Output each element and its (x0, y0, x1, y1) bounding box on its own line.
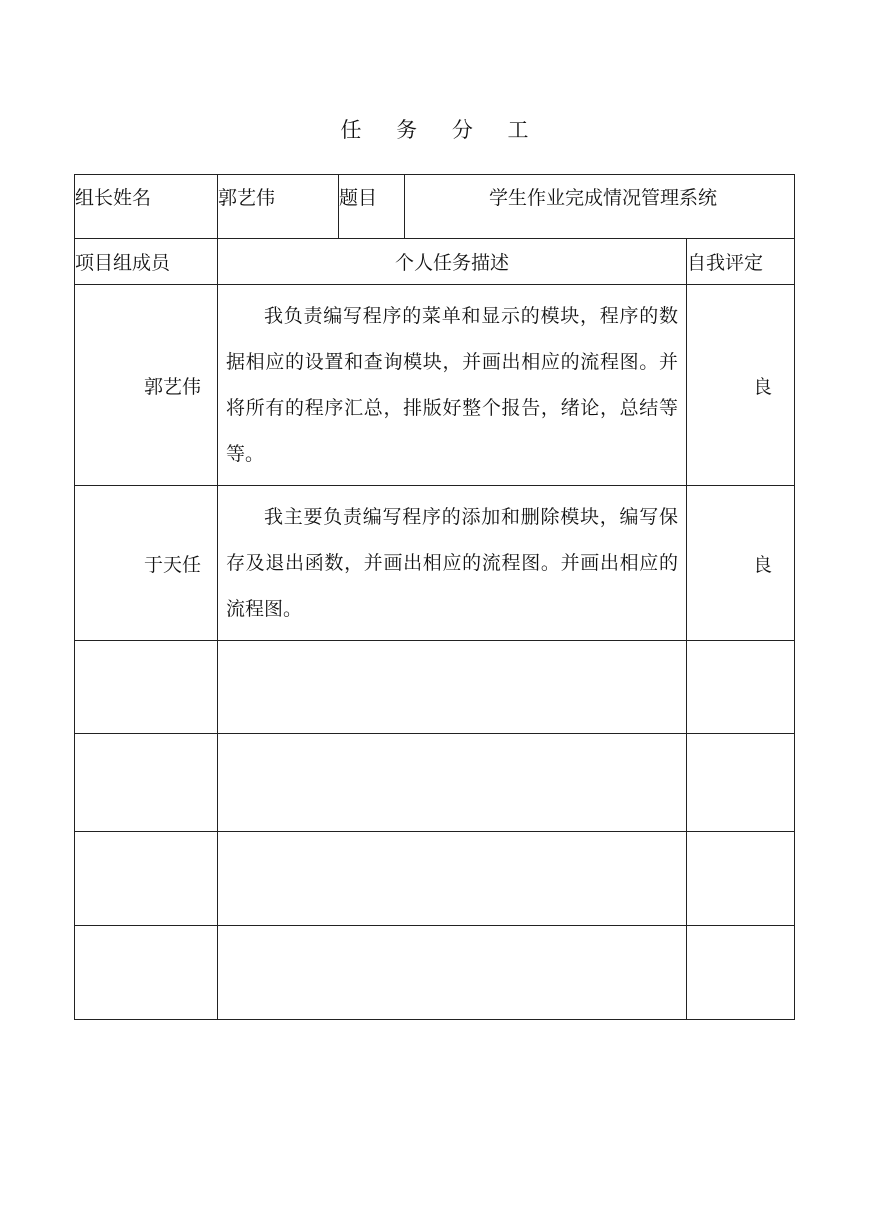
table-row (75, 926, 795, 1020)
description-column-label: 个人任务描述 (394, 252, 509, 274)
member-column-label: 项目组成员 (75, 252, 171, 274)
page-title: 任 务 分 工 (340, 118, 543, 142)
task-division-table (74, 174, 795, 1020)
table-row (75, 832, 795, 926)
task-description-cell (218, 285, 687, 486)
rating-column-header (687, 239, 795, 285)
task-description: 我主要负责编写程序的添加和删除模块，编写保存及退出函数，并画出相应的流程图。并画出相应的流程图。 (226, 506, 678, 620)
topic-label: 题目 (339, 187, 378, 209)
member-name-cell (75, 486, 218, 641)
member-column-header (75, 239, 218, 285)
member-name: 郭艺伟 (143, 375, 201, 398)
member-name-cell (75, 926, 218, 1020)
description-column-header (218, 239, 687, 285)
topic-value: 学生作业完成情况管理系统 (489, 187, 718, 209)
table-row (75, 285, 795, 486)
topic-value-cell (405, 175, 795, 239)
leader-name-cell (218, 175, 339, 239)
table-row (75, 734, 795, 832)
self-rating: 良 (753, 375, 773, 398)
member-name: 于天任 (143, 553, 201, 576)
task-description-cell (218, 832, 687, 926)
rating-column-label: 自我评定 (687, 252, 764, 274)
member-name-cell (75, 734, 218, 832)
leader-label-cell (75, 175, 218, 239)
member-name-cell (75, 832, 218, 926)
leader-row (75, 175, 795, 239)
task-description: 我负责编写程序的菜单和显示的模块，程序的数据相应的设置和查询模块，并画出相应的流程图。并将所有的程序汇总，排版好整个报告，绪论，总结等等。 (226, 305, 678, 465)
column-header-row (75, 239, 795, 285)
member-name-cell (75, 641, 218, 734)
task-description-cell (218, 486, 687, 641)
self-rating: 良 (753, 553, 773, 576)
task-description-cell (218, 641, 687, 734)
leader-name: 郭艺伟 (218, 187, 276, 209)
table-row (75, 641, 795, 734)
table-row (75, 486, 795, 641)
task-description-cell (218, 734, 687, 832)
self-rating-cell (687, 285, 795, 486)
self-rating-cell (687, 486, 795, 641)
topic-label-cell (339, 175, 405, 239)
self-rating-cell (687, 832, 795, 926)
self-rating-cell (687, 926, 795, 1020)
task-description-cell (218, 926, 687, 1020)
self-rating-cell (687, 734, 795, 832)
leader-label: 组长姓名 (75, 187, 152, 209)
self-rating-cell (687, 641, 795, 734)
member-name-cell (75, 285, 218, 486)
